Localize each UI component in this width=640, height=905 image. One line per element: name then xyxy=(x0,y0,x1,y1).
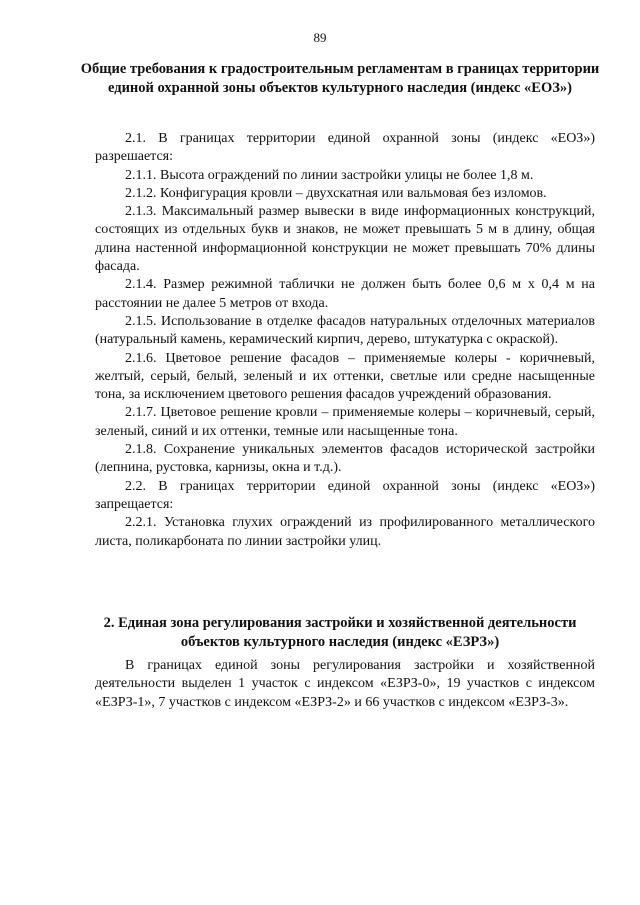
section-body-general-requirements xyxy=(95,130,595,551)
paragraph-2-1: 2.1. В границах территории единой охранной зоны (индекс «ЕОЗ») разрешается: xyxy=(95,131,595,165)
section-body-ezrz xyxy=(95,657,595,712)
paragraph-ezrz-intro: В границах единой зоны регулирования застройки и хозяйственной деятельности выделен 1 участок с индексом «ЕЗРЗ-0», 19 участков с индексом «ЕЗРЗ-1», 7 участков с индексом «ЕЗРЗ-2» и 66 участков с индексом «ЕЗРЗ-3». xyxy=(95,658,595,710)
paragraph-2-1-6: 2.1.6. Цветовое решение фасадов – применяемые колеры - коричневый, желтый, серый, белый, зеленый и их оттенки, светлые или средне насыщенные тона, за исключением цветового решения фасадов учреждений образования. xyxy=(95,350,595,403)
page-number: 89 xyxy=(313,30,327,45)
paragraph-2-1-1: 2.1.1. Высота ограждений по линии застройки улицы не более 1,8 м. xyxy=(125,167,534,183)
paragraph-2-1-4: 2.1.4. Размер режимной таблички не должен быть более 0,6 м х 0,4 м на расстоянии не далее 5 метров от входа. xyxy=(95,277,595,311)
paragraph-2-1-5: 2.1.5. Использование в отделке фасадов натуральных отделочных материалов (натуральный камень, керамический кирпич, дерево, штукатурка с окраской). xyxy=(95,313,595,348)
paragraph-2-1-7: 2.1.7. Цветовое решение кровли – применяемые колеры – коричневый, серый, зеленый, синий и их оттенки, темные или насыщенные тона. xyxy=(95,405,595,439)
section-heading-general-requirements: Общие требования к градостроительным регламентам в границах территории единой охранной зоны объектов культурного наследия (индекс «ЕОЗ») xyxy=(80,61,600,96)
paragraph-2-2: 2.2. В границах территории единой охранной зоны (индекс «ЕОЗ») запрещается: xyxy=(95,478,595,512)
section-heading-ezrz: 2. Единая зона регулирования застройки и хозяйственной деятельности объектов культурного наследия (индекс «ЕЗРЗ») xyxy=(103,615,577,650)
paragraph-2-1-8: 2.1.8. Сохранение уникальных элементов фасадов исторической застройки (лепнина, рустовка, карнизы, окна и т.д.). xyxy=(95,442,595,476)
paragraph-2-2-1: 2.2.1. Установка глухих ограждений из профилированного металлического листа, поликарбоната по линии застройки улиц. xyxy=(95,515,595,549)
paragraph-2-1-3: 2.1.3. Максимальный размер вывески в виде информационных конструкций, состоящих из отдельных букв и знаков, не может превышать 5 м в длину, общая длина настенной информационной конструкции не может превышать 70% длины фасада. xyxy=(95,204,595,275)
paragraph-2-1-2: 2.1.2. Конфигурация кровли – двухскатная или вальмовая без изломов. xyxy=(125,185,547,201)
